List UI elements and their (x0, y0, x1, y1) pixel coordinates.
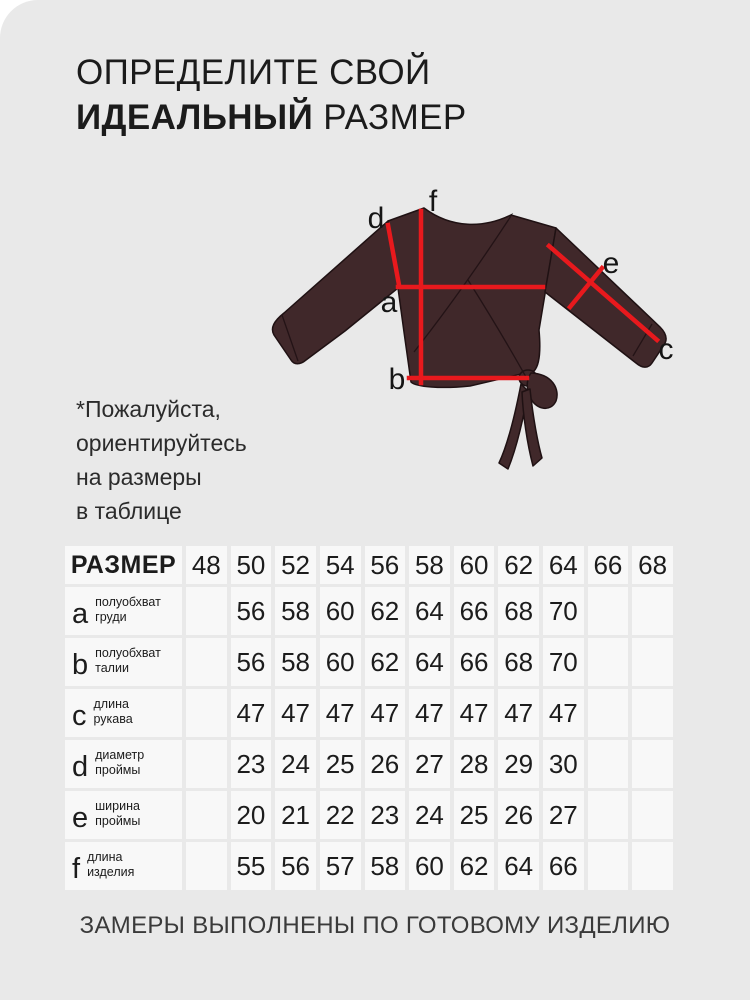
measurement-value-cell: 25 (320, 740, 361, 788)
measurement-value-cell: 64 (409, 587, 450, 635)
measurement-value-cell (588, 791, 629, 839)
size-table-container (61, 543, 677, 893)
measurement-value-cell: 68 (498, 638, 539, 686)
measurement-name: ширина проймы (95, 799, 141, 828)
measurement-value-cell: 62 (365, 587, 406, 635)
size-table (61, 543, 677, 893)
note-line: *Пожалуйста, (76, 396, 221, 422)
measurement-name: полуобхват груди (95, 595, 161, 624)
measurement-value-cell: 27 (409, 740, 450, 788)
size-table-head (65, 546, 673, 584)
measurement-value-cell: 47 (320, 689, 361, 737)
measurement-value-cell: 22 (320, 791, 361, 839)
measurement-value-cell: 23 (231, 740, 272, 788)
size-column-header: 56 (365, 546, 406, 584)
size-table-header-row (65, 546, 673, 584)
measurement-value-cell: 26 (498, 791, 539, 839)
title-bold-word: ИДЕАЛЬНЫЙ (76, 98, 314, 137)
measurement-row-label (65, 842, 182, 890)
measurement-value-cell (186, 587, 227, 635)
measurement-value-cell (632, 791, 673, 839)
measurement-value-cell: 21 (275, 791, 316, 839)
measurement-label-a: a (380, 286, 398, 319)
measurement-value-cell: 57 (320, 842, 361, 890)
measurement-value-cell: 29 (498, 740, 539, 788)
measurement-value-cell (186, 638, 227, 686)
measurement-value-cell (632, 842, 673, 890)
measurement-value-cell: 26 (365, 740, 406, 788)
size-column-header: 66 (588, 546, 629, 584)
measurement-row-a (65, 587, 673, 635)
measurement-row-b (65, 638, 673, 686)
measurement-value-cell (632, 587, 673, 635)
measurement-name: полуобхват талии (95, 646, 161, 675)
measurement-value-cell: 66 (543, 842, 584, 890)
measurement-row-label (65, 587, 182, 635)
measurement-value-cell: 47 (454, 689, 495, 737)
measurement-value-cell: 24 (409, 791, 450, 839)
size-table-body (65, 587, 673, 890)
measurement-value-cell: 60 (320, 638, 361, 686)
note-line: на размеры (76, 464, 202, 490)
size-column-header: 52 (275, 546, 316, 584)
measurement-value-cell (186, 842, 227, 890)
measurement-label-c: c (658, 333, 674, 366)
measurement-name: длина рукава (93, 697, 133, 726)
title-line-1: ОПРЕДЕЛИТЕ СВОЙ (76, 53, 431, 92)
measurement-value-cell: 56 (275, 842, 316, 890)
garment-body (388, 208, 556, 387)
measurement-value-cell (632, 689, 673, 737)
footer-text: ЗАМЕРЫ ВЫПОЛНЕНЫ ПО ГОТОВОМУ ИЗДЕЛИЮ (79, 912, 671, 939)
measurement-value-cell: 27 (543, 791, 584, 839)
measurement-value-cell: 47 (498, 689, 539, 737)
measurement-value-cell (588, 689, 629, 737)
measurement-value-cell: 47 (231, 689, 272, 737)
size-column-header: 48 (186, 546, 227, 584)
measurement-value-cell: 68 (498, 587, 539, 635)
measurement-row-label (65, 791, 182, 839)
measurement-value-cell: 56 (231, 587, 272, 635)
measurement-value-cell: 70 (543, 638, 584, 686)
measurement-value-cell (186, 791, 227, 839)
measurement-name: диаметр проймы (95, 748, 145, 777)
measurement-value-cell: 28 (454, 740, 495, 788)
garment-measurement-diagram (250, 180, 710, 480)
note-line: ориентируйтесь (76, 430, 247, 456)
size-column-header: 68 (632, 546, 673, 584)
title-line-2 (76, 95, 467, 140)
measurement-row-d (65, 740, 673, 788)
measurement-value-cell: 58 (275, 587, 316, 635)
measurement-value-cell (632, 638, 673, 686)
size-column-header: 58 (409, 546, 450, 584)
measurement-value-cell (186, 740, 227, 788)
measurement-letter: b (72, 649, 89, 681)
measurement-value-cell: 62 (454, 842, 495, 890)
measurement-label-f: f (428, 185, 438, 218)
measurement-value-cell: 23 (365, 791, 406, 839)
measurement-value-cell: 62 (365, 638, 406, 686)
measurement-letter: d (72, 751, 89, 783)
measurement-name: длина изделия (87, 850, 135, 879)
measurement-label-b: b (388, 363, 406, 396)
measurement-letter: e (72, 802, 89, 834)
measurement-row-label (65, 740, 182, 788)
measurement-row-label (65, 638, 182, 686)
measurement-value-cell (632, 740, 673, 788)
measurement-value-cell: 64 (409, 638, 450, 686)
measurement-value-cell: 47 (543, 689, 584, 737)
measurement-value-cell: 70 (543, 587, 584, 635)
measurement-value-cell: 30 (543, 740, 584, 788)
page-title (76, 50, 467, 140)
measurement-value-cell: 60 (409, 842, 450, 890)
measurement-letter: c (72, 700, 87, 732)
measurement-value-cell: 47 (365, 689, 406, 737)
measurement-row-e (65, 791, 673, 839)
measurement-value-cell: 55 (231, 842, 272, 890)
note-line: в таблице (76, 498, 182, 524)
measurement-value-cell: 58 (365, 842, 406, 890)
size-column-header: 62 (498, 546, 539, 584)
title-regular-word: РАЗМЕР (313, 98, 467, 137)
measurement-row-label (65, 689, 182, 737)
measurement-value-cell: 56 (231, 638, 272, 686)
measurement-letter: a (72, 598, 89, 630)
measurement-value-cell: 20 (231, 791, 272, 839)
measurement-row-f (65, 842, 673, 890)
measurement-value-cell: 66 (454, 587, 495, 635)
note-text (76, 392, 247, 528)
measurement-value-cell: 47 (275, 689, 316, 737)
measurement-value-cell (588, 587, 629, 635)
measurement-value-cell (588, 842, 629, 890)
measurement-label-e: e (602, 247, 620, 280)
size-table-header-label: РАЗМЕР (65, 546, 182, 584)
measurement-value-cell: 60 (320, 587, 361, 635)
measurement-label-d: d (367, 202, 385, 235)
size-column-header: 50 (231, 546, 272, 584)
size-column-header: 64 (543, 546, 584, 584)
measurement-letter: f (72, 853, 81, 885)
size-column-header: 54 (320, 546, 361, 584)
measurement-value-cell: 24 (275, 740, 316, 788)
measurement-value-cell: 66 (454, 638, 495, 686)
measurement-value-cell: 58 (275, 638, 316, 686)
measurement-row-c (65, 689, 673, 737)
measurement-value-cell: 25 (454, 791, 495, 839)
measurement-value-cell (186, 689, 227, 737)
measurement-value-cell (588, 740, 629, 788)
measurement-value-cell: 47 (409, 689, 450, 737)
size-column-header: 60 (454, 546, 495, 584)
measurement-value-cell (588, 638, 629, 686)
measurement-value-cell: 64 (498, 842, 539, 890)
